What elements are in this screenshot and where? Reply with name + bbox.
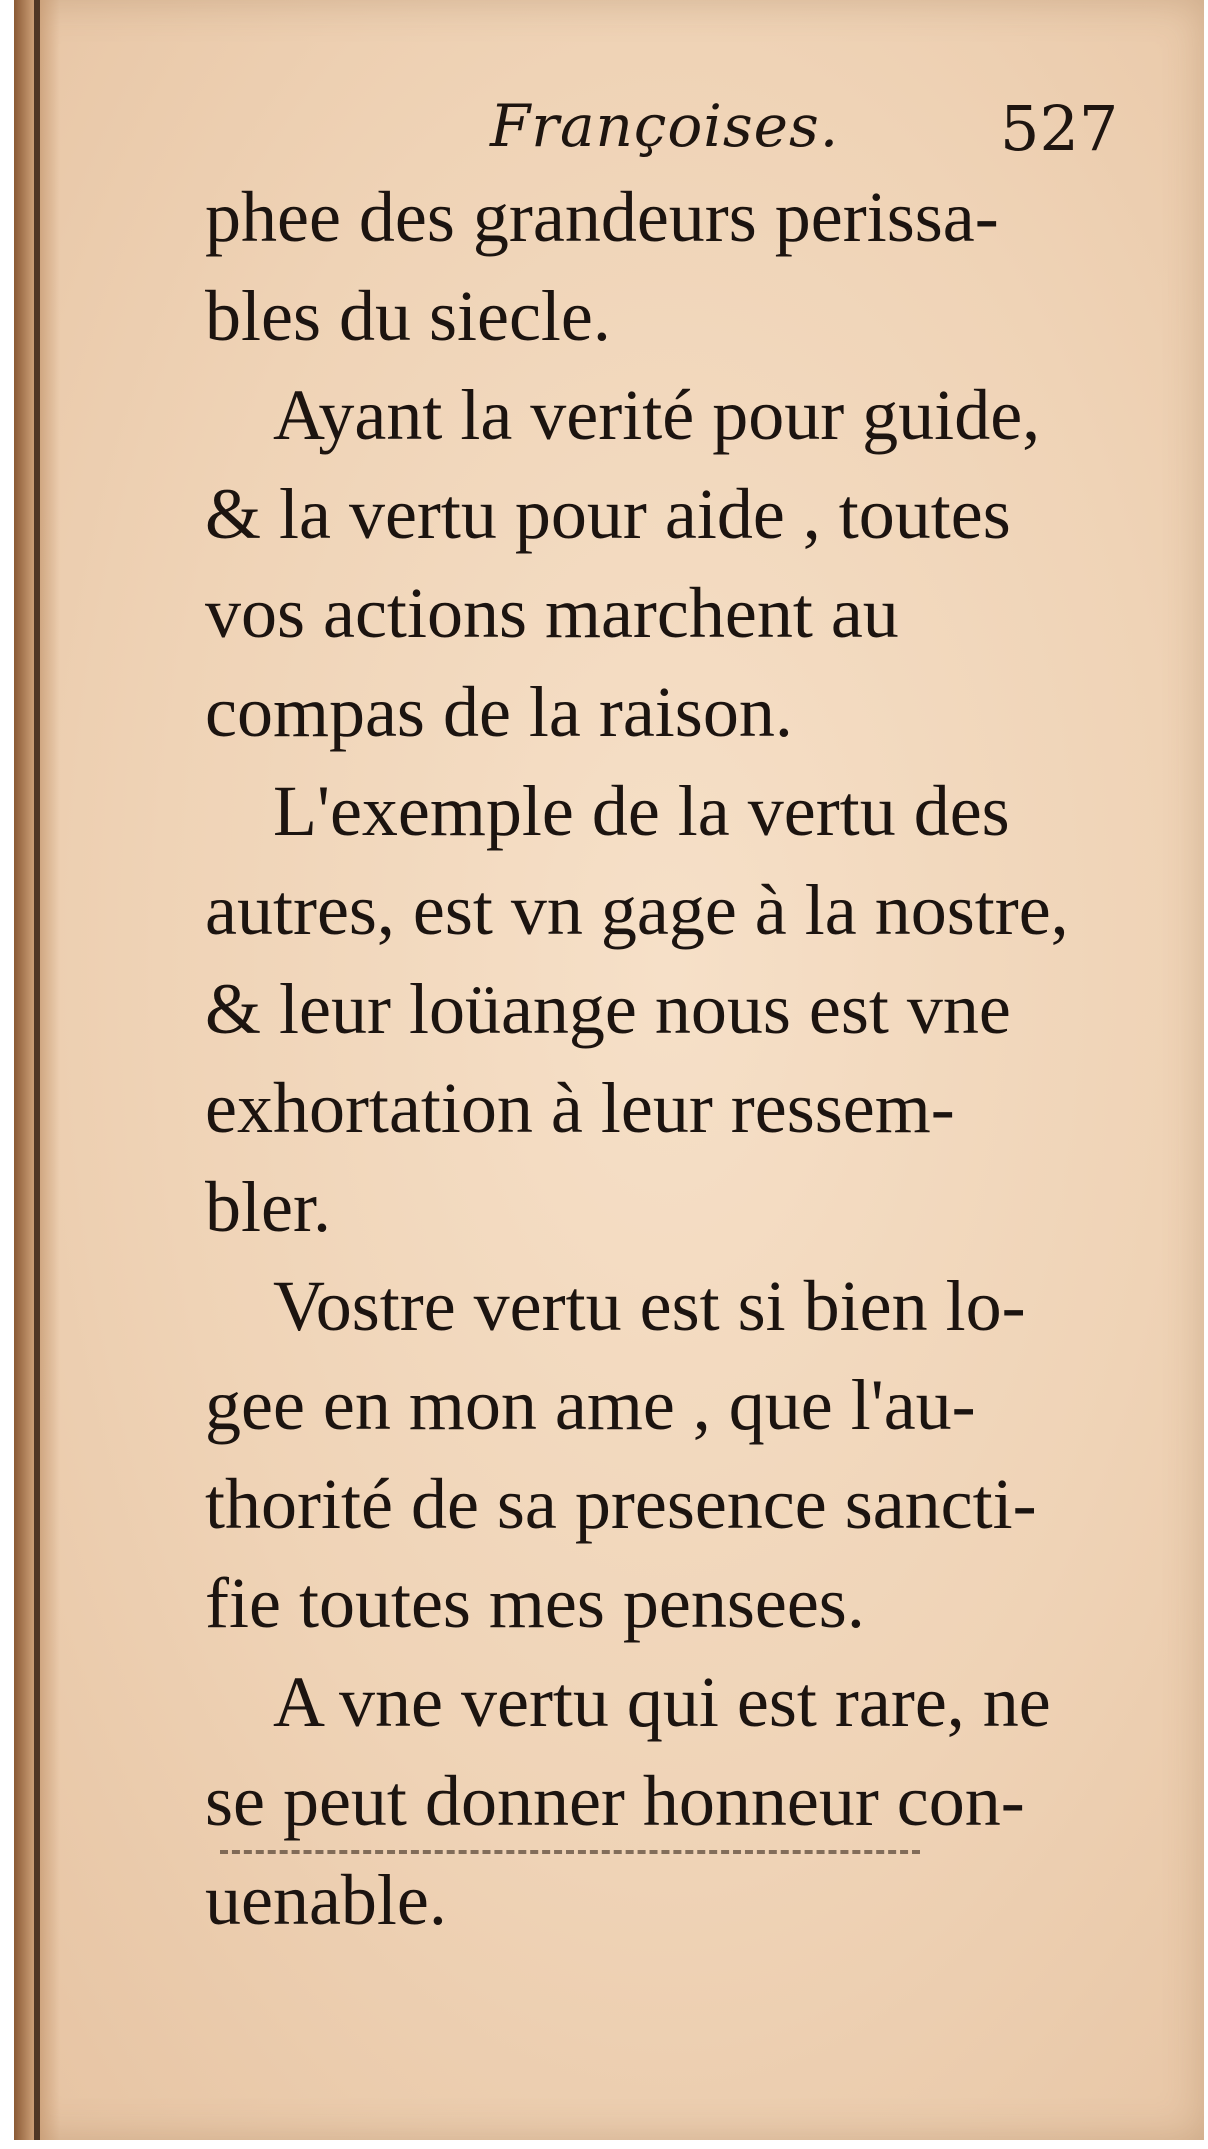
- text-line: compas de la raison.: [205, 672, 793, 752]
- body-text: [205, 168, 1135, 1950]
- text-line: exhortation à leur ressem-: [205, 1068, 955, 1148]
- paragraph: [205, 1257, 1135, 1653]
- page-number: 527: [1000, 92, 1119, 165]
- text-line: Vostre vertu est si bien lo-: [273, 1266, 1026, 1346]
- text-line: bles du siecle.: [205, 276, 611, 356]
- page-edge-line: [34, 0, 40, 2140]
- text-line: thorité de sa presence sancti-: [205, 1464, 1037, 1544]
- text-line: fie toutes mes pensees.: [205, 1563, 865, 1643]
- text-line: se peut donner honneur con-: [205, 1761, 1025, 1841]
- text-line: & la vertu pour aide , toutes: [205, 474, 1011, 554]
- text-line: autres, est vn gage à la nostre,: [205, 870, 1069, 950]
- text-line: A vne vertu qui est rare, ne: [273, 1662, 1051, 1742]
- text-line: uenable.: [205, 1860, 447, 1940]
- text-line: & leur loüange nous est vne: [205, 969, 1011, 1049]
- paragraph: [205, 762, 1135, 1257]
- text-line: gee en mon ame , que l'au-: [205, 1365, 976, 1445]
- text-line: phee des grandeurs perissa-: [205, 177, 999, 257]
- paragraph: [205, 366, 1135, 762]
- text-line: L'exemple de la vertu des: [273, 771, 1010, 851]
- running-title: Françoises.: [490, 92, 840, 160]
- paragraph: [205, 1653, 1135, 1950]
- end-ornament-rule: [220, 1850, 920, 1860]
- text-line: vos actions marchent au: [205, 573, 899, 653]
- text-line: Ayant la verité pour guide,: [273, 375, 1041, 455]
- text-line: bler.: [205, 1167, 331, 1247]
- paragraph: [205, 168, 1135, 366]
